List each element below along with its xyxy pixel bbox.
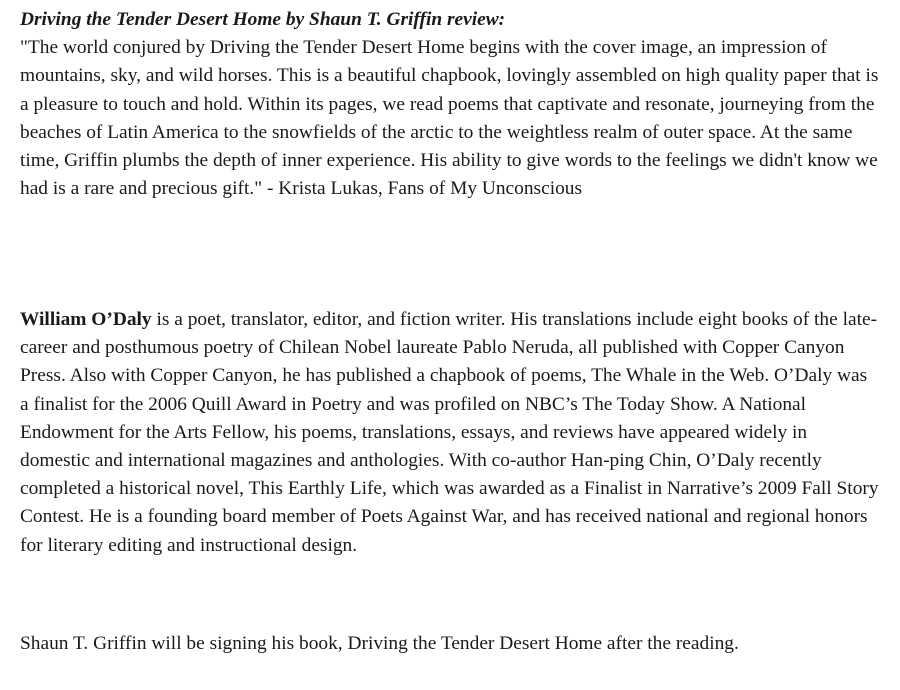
review-quote: "The world conjured by Driving the Tender Desert Home begins with the cover image, an impression of mountains, sky, and wild horses. This is a beautiful chapbook, lovingly assembled on high quality paper that is a pleasure to touch and hold. Within its pages, we read poems that captivate and resonate, journeying from the beaches of Latin America to the snowfields of the arctic to the weightless realm of outer space. At the same time, Griffin plumbs the depth of inner experience. His ability to give words to the feelings we didn't know we had is a rare and precious gift." - Krista Lukas, Fans of My Unconscious [20, 37, 879, 200]
author-bio [20, 306, 880, 560]
review-heading: Driving the Tender Desert Home by Shaun T. Griffin review: [20, 9, 506, 30]
bio-text: is a poet, translator, editor, and fiction writer. His translations include eight books of the late-career and posthumous poetry of Chilean Nobel laureate Pablo Neruda, all published with Copper Canyon Press. Also with Copper Canyon, he has published a chapbook of poems, The Whale in the Web. O’Daly was a finalist for the 2006 Quill Award in Poetry and was profiled on NBC’s The Today Show. A National Endowment for the Arts Fellow, his poems, translations, essays, and reviews have appeared widely in domestic and international magazines and anthologies. With co-author Han-ping Chin, O’Daly recently completed a historical novel, This Earthly Life, which was awarded as a Finalist in Narrative’s 2009 Fall Story Contest. He is a founding board member of Poets Against War, and has received national and regional honors for literary editing and instructional design. [20, 309, 879, 556]
bio-author-name: William O’Daly [20, 309, 152, 330]
document-page [20, 6, 880, 654]
signing-note: Shaun T. Griffin will be signing his book, Driving the Tender Desert Home after the reading. [20, 633, 739, 654]
